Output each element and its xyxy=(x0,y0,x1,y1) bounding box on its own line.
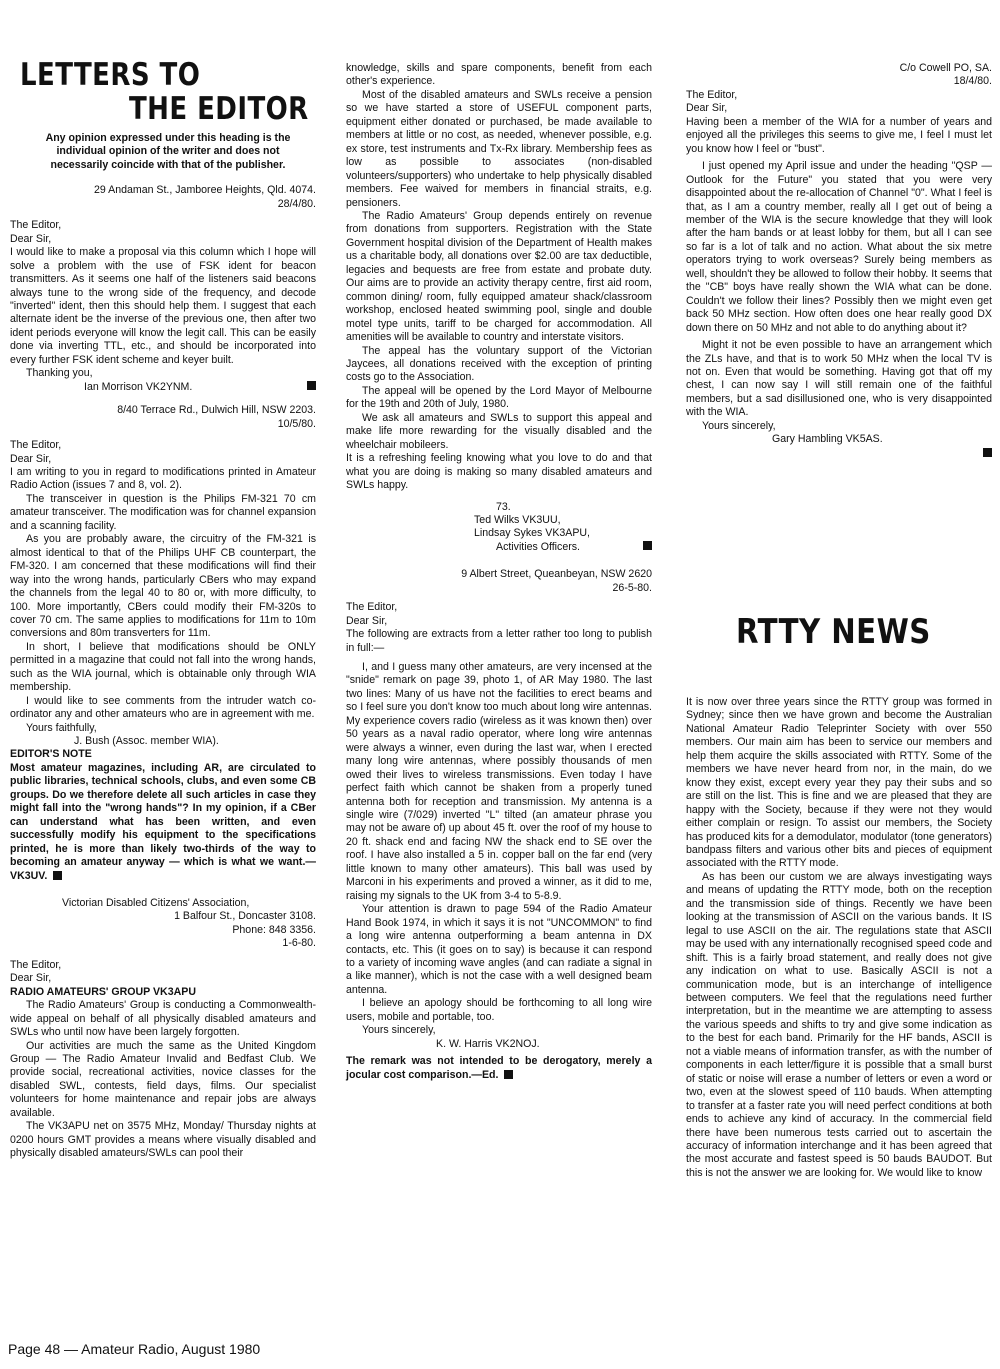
letter5-p1: Having been a member of the WIA for a number of years and enjoyed all the privileges this seems to give me, I feel I must let you know how I feel or "bust". xyxy=(686,115,992,155)
letter4-ednote-row xyxy=(346,1055,652,1082)
letter1-date: 28/4/80. xyxy=(277,197,316,210)
letter3-date: 1-6-80. xyxy=(282,937,316,950)
letter3-p8: We ask all amateurs and SWLs to support this appeal and make life more rewarding for the visually disabled and the wheelchair mobileers. xyxy=(346,411,652,451)
letter3-salutation2: Dear Sir, xyxy=(10,972,52,985)
letter3-subhead: RADIO AMATEURS' GROUP VK3APU xyxy=(10,985,196,998)
letter4-p2: I, and I guess many other amateurs, are very incensed at the "snide" remark on page 39, photo 1, of AR May 1980. The last two lines: Many of us have not the facilities to erect beams and so I feel sure you don't know too much about long wire antennas. My experience covers radio (wireless as it was known then) over 50 years as a naval radio operator, where long wire antennas were always a winner, even during the last war, when I erected many long wire antennas, where possibly thousands of men owed their lives to wireless transmissions. Even today I have perfect faith which cannot be shaken from a properly tuned antenna both for reception and transmission. My antenna is a single wire (7/029) inverted "L" tilted (an amateur phrase you may not be aware of) up about 45 ft. over the roof of my house to 20 ft. shack end and facing NW the shack end to SE over the roof. I have also installed a 5 in. copper ball on the far end (very little known to many other amateurs). This ball was used by Marconi in his experiments and proved a winner, as it did to me, raising my signals to the UK from 3-4 to 5-8.9. xyxy=(346,661,652,902)
letter2-p4: In short, I believe that modifications should be ONLY permitted in a magazine that could not fall into the wrong hands, such as the WIA journal, which is obtainable only through WIA membership. xyxy=(10,640,316,694)
letter2-p5: I would like to see comments from the intruder watch co-ordinator any and other amateurs who are in agreement with me. xyxy=(10,694,316,721)
letter5-address: C/o Cowell PO, SA. xyxy=(899,62,992,74)
letter1-body: I would like to make a proposal via this column which I hope will solve a problem with the use of FSK ident for beacon transmitters. As it seems one half of the listeners said beacons always tune to the wrong side of the frequency, and decode "inverted" ident, then this should help them. I suggest that each alternate ident be the inverse of the previous one, then after two ident periods everyone will know the legit call. This can be easily done via inverting TTL, etc., and should be incorporated into every further FSK ident scheme and keyer built. xyxy=(10,246,316,366)
letter5-signature: Gary Hambling VK5AS. xyxy=(772,433,883,446)
letter4-closing: Yours sincerely, xyxy=(362,1024,436,1037)
letter5-closing: Yours sincerely, xyxy=(702,419,776,432)
letter3-p2: Our activities are much the same as the United Kingdom Group — The Radio Amateur Invalid and Bedfast Club. We provide social, recreational activities, novice classes for the disabled SWL, contests, field days, films. Our specialist volunteers for home maintenance and repair jobs are always available. xyxy=(10,1039,316,1119)
letter4-address: 9 Albert Street, Queanbeyan, NSW 2620 xyxy=(461,568,652,581)
letter5-salutation1: The Editor, xyxy=(686,88,738,101)
letter4-ednote: The remark was not intended to be derogatory, merely a jocular cost comparison.—Ed. xyxy=(346,1055,652,1081)
letter4-p1: The following are extracts from a letter rather too long to publish in full:— xyxy=(346,628,652,654)
letter3-header xyxy=(10,897,316,951)
rtty-p1: It is now over three years since the RTTY group was formed in Sydney; since then we have grown and become the Australian National Amateur Radio Teleprinter Society with over 550 members. Our main aim has been to service our members and help them acquire the skills associated with RTTY. Some of the members we have never heard from nor, in the main, do we know they exist, except every year they pay their subs and so are still on the list. This is fine and we are pleased that they are happy with the Society, because if they were not they would either complain or resign. To assist our members, the Society has produced kits for a demodulator, modulator (tone generators) bandpass filters and various other bits and pieces of equipment associated with the RTTY mode. xyxy=(686,696,992,870)
page-footer: Page 48 — Amateur Radio, August 1980 xyxy=(8,1341,261,1357)
letter3-sig1: Ted Wilks VK3UU, xyxy=(474,513,561,526)
letter1-address: 29 Andaman St., Jamboree Heights, Qld. 4074. xyxy=(93,184,316,197)
letter3-sig3: Activities Officers. xyxy=(496,540,580,553)
letter3-p1: The Radio Amateurs' Group is conducting a Commonwealth-wide appeal on behalf of all physically disabled amateurs and SWLs who until now have been largely forgotten. xyxy=(10,999,316,1039)
letter5-p2: I just opened my April issue and under the heading "QSP — Outlook for the Future" you stated that you were very disappointed about the re-allocation of Channel "0". What I feel is that, as I am a country member, really all I get out of being a member of the WIA is the secure knowledge that they will look after the ham bands or at least lobby for them, but all I can see so far is a lot of talk and no action. What about the six metre operators trying to work overseas? Surely being members as well, shouldn't they be allowed to follow their hobby. It seems that the "CB" boys have really shown the WIA what can be done. Couldn't we follow their lines? Possibly then we might even get back 50 MHz section. How often does one hear really good DX down there on 50 MHz and not able to do anything about it? xyxy=(686,160,992,334)
letter3-p6: The appeal has the voluntary support of the Victorian Jaycees, all donations received with the exception of printing costs go to the Association. xyxy=(346,344,652,384)
letter3-street: 1 Balfour St., Doncaster 3108. xyxy=(174,910,316,923)
end-mark xyxy=(53,871,62,880)
letter3-org: Victorian Disabled Citizens' Association, xyxy=(62,897,250,910)
letter3-p5: The Radio Amateurs' Group depends entirely on revenue from donations from supporters. Registration with the State Government hospital division of the Department of Health makes us a charitable body, all donations over $2.00 are tax deductible, legacies and bequests are free from estate and probate duty. Our aims are to provide an activity therapy centre, first aid room, common dining/ room, fully equipped amateur shack/classroom workshop, enclosed heated swimming pool, single and double motel type units, tariff to be charged for accommodation. All amenities will be available to country and interstate visitors. xyxy=(346,209,652,344)
disclaimer: Any opinion expressed under this heading is the individual opinion of the writer and does not necessarily coincide with that of the publisher. xyxy=(45,132,291,171)
letter2-closing: Yours faithfully, xyxy=(26,721,97,734)
letter2-signature: J. Bush (Assoc. member WIA). xyxy=(74,735,219,748)
letter1-signature: Ian Morrison VK2YNM. xyxy=(84,380,193,393)
end-mark xyxy=(504,1070,513,1079)
letter2-p1: I am writing to you in regard to modifications printed in Amateur Radio Action (issues 7 and 8, vol. 2). xyxy=(10,465,316,492)
letter3-p7: The appeal will be opened by the Lord Mayor of Melbourne for the 19th and 20th of July, 1980. xyxy=(346,384,652,411)
letter3-p9: It is a refreshing feeling knowing what you love to do and that what you are doing is making so many disabled amateurs and SWLs happy. xyxy=(346,452,652,492)
column-2 xyxy=(346,62,652,1082)
letter2-salutation2: Dear Sir, xyxy=(10,452,52,465)
letter4-signature: K. W. Harris VK2NOJ. xyxy=(436,1037,540,1050)
letter3-p3a: The VK3APU net on 3575 MHz, Monday/ Thursday nights at 0200 hours GMT provides a means where visually disabled and physically disabled amateurs/SWLs can pool their xyxy=(10,1120,316,1160)
column-3 xyxy=(686,62,992,460)
end-mark xyxy=(643,541,652,550)
letter3-sig2: Lindsay Sykes VK3APU, xyxy=(474,527,590,540)
letter5-p3: Might it not be even possible to have an arrangement which the ZLs have, and that is to work 50 MHz when the local TV is not on. Even that would be something. Having got that off my chest, I can now say I will still remain one of the faithful members, but a sad disillusioned one, who is very disappointed with the WIA. xyxy=(686,339,992,419)
letter2-p2: The transceiver in question is the Philips FM-321 70 cm amateur transceiver. The modification was for channel expansion and a scanning facility. xyxy=(10,492,316,532)
letter1-salutation2: Dear Sir, xyxy=(10,232,52,245)
letter4-salutation2: Dear Sir, xyxy=(346,614,388,627)
letter4-salutation1: The Editor, xyxy=(346,601,398,614)
letter4-date: 26-5-80. xyxy=(612,581,652,594)
letter1-closing: Thanking you, xyxy=(26,367,93,380)
rtty-p2: As has been our custom we are always investigating ways and means of updating the RTTY mode, both on the reception and the transmission side of things. Recently we have been looking at the transmission of ASCII on the various bands. It IS legal to use ASCII on the air. The regulations state that ASCII may be used with any internationally recognised speed code and shift. This is a fairly broad statement, and really does not give any indication on what to use. Basically ASCII is not a communication mode, but is an interchange of intelligence between computers. We feel that the regulations need further interpretation, but in the meantime we are attempting to assess the various speeds and shifts to try and give some indication as to the best for each band. Primarily for the HF bands, ASCII is not a viable means of information transfer, as with the number of components in each letter/figure it is possible that a small burst of static or noise will erase a number of letters or even a word or two, even at the slowest speed of 110 bauds. When attempting to transfer at a faster rate you will need perfect conditions at both ends to achieve any kind of accuracy. In the commercial field there have been numerous tests carried out to ascertain the accuracy of information interchange and it has been agreed that the most accurate and fastest speed is 50 bauds BAUDOT. But this is not the answer we are looking for. We would like to know xyxy=(686,870,992,1179)
heading-line-2: THE EDITOR xyxy=(129,91,309,127)
letter2-salutation1: The Editor, xyxy=(10,439,62,452)
rtty-heading xyxy=(736,612,956,652)
letter5-date: 18/4/80. xyxy=(953,75,992,88)
editors-note-body xyxy=(10,762,316,883)
letter4-p3: Your attention is drawn to page 594 of the Radio Amateur Hand Book 1974, in which it says it is not "UNCOMMON" to find a long wire antenna outperforming a beam antenna in DX contacts, etc. This (it goes on to say) is because it can respond to a variety of incoming wave angles (and can radiate a signal in a like manner), which is not the case with a well designed beam antenna. xyxy=(346,903,652,996)
letter3-salutation1: The Editor, xyxy=(10,958,62,971)
letter2-address: 8/40 Terrace Rd., Dulwich Hill, NSW 2203. xyxy=(117,404,316,417)
letter1-signature-row xyxy=(10,381,316,394)
letter3-p3b: knowledge, skills and spare components, benefit from each other's experience. xyxy=(346,62,652,88)
letter3-73: 73. xyxy=(496,500,511,513)
letter5-endmark-row xyxy=(686,447,992,460)
end-mark xyxy=(307,381,316,390)
letter3-phone: Phone: 848 3356. xyxy=(232,923,316,936)
rtty-column xyxy=(686,696,992,1180)
letter1-salutation1: The Editor, xyxy=(10,219,62,232)
letter3-sig3-row xyxy=(346,541,652,554)
rtty-heading-text: RTTY NEWS xyxy=(736,612,931,652)
letter4-p4: I believe an apology should be forthcoming to all long wire users, mobile and portable, too. xyxy=(346,997,652,1023)
letter3-p4: Most of the disabled amateurs and SWLs receive a pension so we have started a store of USEFUL component parts, equipment either donated or purchased, be made available to members at little or no cost, as needed, whenever possible, e.g. ex store, test instruments and Tx-Rx library. Membership fees as low as possible to associates (non-disabled volunteers/supporters) who undertake to help physically disabled members. Fee waived for members in financial straits, e.g. pensioners. xyxy=(346,88,652,209)
letter2-date: 10/5/80. xyxy=(277,417,316,430)
editors-note-text: Most amateur magazines, including AR, are circulated to public libraries, technical schools, clubs, and even some CB groups. Do we therefore delete all such articles in case they might fall into the "wrong hands"? In my opinion, if a CBer can understand what has been written, and even successfully modify his equipment to the specifications printed, he is more than likely two-thirds of the way to becoming an amateur anyway — which is what we want.—VK3UV. xyxy=(10,761,316,882)
editors-note-title: EDITOR'S NOTE xyxy=(10,748,92,761)
letter5-salutation2: Dear Sir, xyxy=(686,102,728,115)
heading-line-1: LETTERS TO xyxy=(20,57,201,93)
end-mark xyxy=(983,448,992,457)
column-1 xyxy=(10,58,316,1161)
letter2-p3: As you are probably aware, the circuitry of the FM-321 is almost identical to that of the Philips UHF CB counterpart, the FM-320. I am concerned that these modifications will find their way into the wrong hands, particularly CBers who may expand the channels from the legal 40 to 80 or, with more difficulty, to 100. More importantly, CBers could modify their FM-320s to cover 70 cm. The same applies to modifications for 11m to 10m conversions and 80m transverters for 11m. xyxy=(10,533,316,640)
page-heading xyxy=(10,58,316,130)
